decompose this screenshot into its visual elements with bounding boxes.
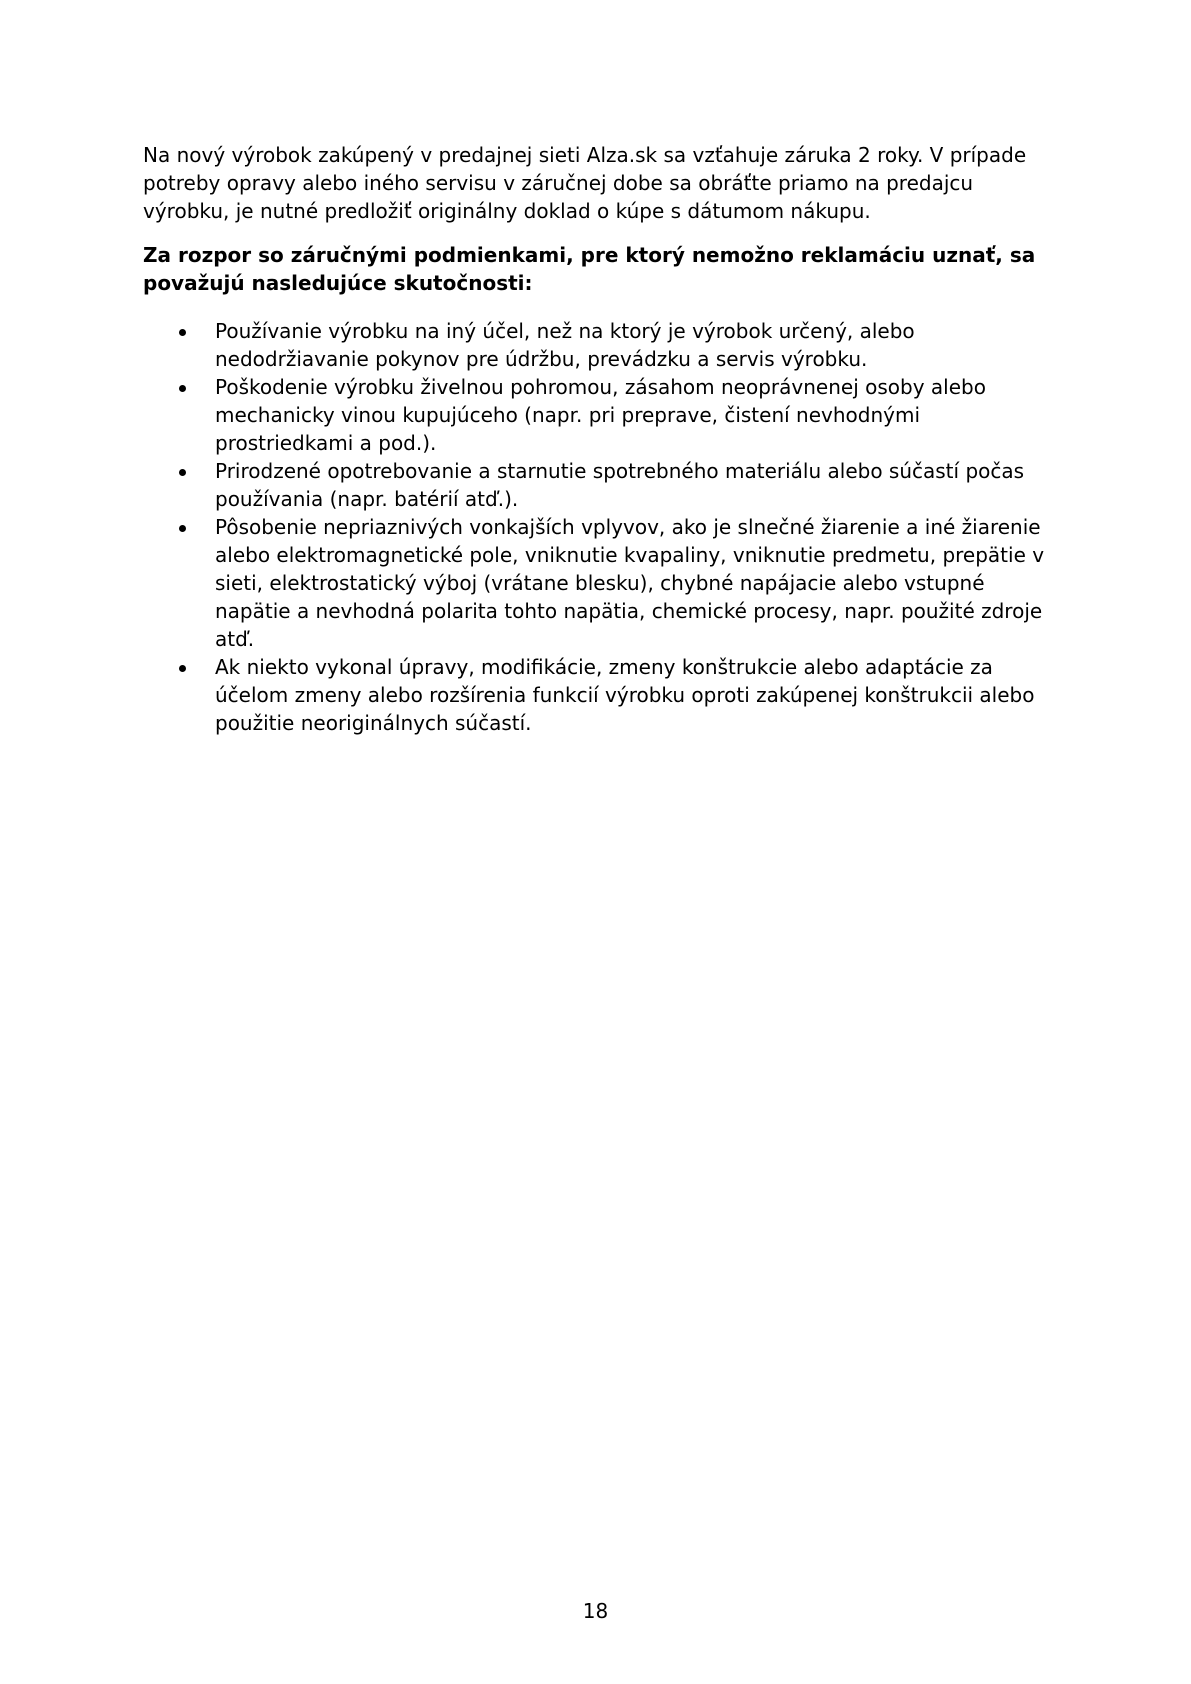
list-item bbox=[143, 513, 1053, 653]
list-item bbox=[143, 317, 1053, 373]
list-item-text: Používanie výrobku na iný účel, než na ktorý je výrobok určený, alebo nedodržiavanie pokynov pre údržbu, prevádzku a servis výrobku. bbox=[215, 319, 915, 371]
document-body bbox=[143, 141, 1053, 737]
warranty-exclusions-heading: Za rozpor so záručnými podmienkami, pre ktorý nemožno reklamáciu uznať, sa považujú nasledujúce skutočnosti: bbox=[143, 243, 1036, 295]
list-item bbox=[143, 457, 1053, 513]
warranty-exclusions-list bbox=[143, 317, 1053, 737]
page-number: 18 bbox=[582, 1599, 609, 1623]
list-item bbox=[143, 373, 1053, 457]
list-item-text: Prirodzené opotrebovanie a starnutie spotrebného materiálu alebo súčastí počas používania (napr. batérií atď.). bbox=[215, 459, 1025, 511]
list-item bbox=[143, 653, 1053, 737]
bullet-icon bbox=[179, 525, 186, 532]
intro-paragraph: Na nový výrobok zakúpený v predajnej sieti Alza.sk sa vzťahuje záruka 2 roky. V prípade potreby opravy alebo iného servisu v záručnej dobe sa obráťte priamo na predajcu výrobku, je nutné predložiť originálny doklad o kúpe s dátumom nákupu. bbox=[143, 143, 1027, 223]
bullet-icon bbox=[179, 329, 186, 336]
bullet-icon bbox=[179, 385, 186, 392]
bullet-icon bbox=[179, 469, 186, 476]
bullet-icon bbox=[179, 665, 186, 672]
list-item-text: Ak niekto vykonal úpravy, modifikácie, zmeny konštrukcie alebo adaptácie za účelom zmeny alebo rozšírenia funkcií výrobku oproti zakúpenej konštrukcii alebo použitie neoriginálnych súčastí. bbox=[215, 655, 1035, 735]
list-item-text: Poškodenie výrobku živelnou pohromou, zásahom neoprávnenej osoby alebo mechanicky vinou kupujúceho (napr. pri preprave, čistení nevhodnými prostriedkami a pod.). bbox=[215, 375, 986, 455]
list-item-text: Pôsobenie nepriaznivých vonkajších vplyvov, ako je slnečné žiarenie a iné žiarenie alebo elektromagnetické pole, vniknutie kvapaliny, vniknutie predmetu, prepätie v sieti, elektrostatický výboj (vrátane blesku), chybné napájacie alebo vstupné napätie a nevhodná polarita tohto napätia, chemické procesy, napr. použité zdroje atď. bbox=[215, 515, 1045, 651]
